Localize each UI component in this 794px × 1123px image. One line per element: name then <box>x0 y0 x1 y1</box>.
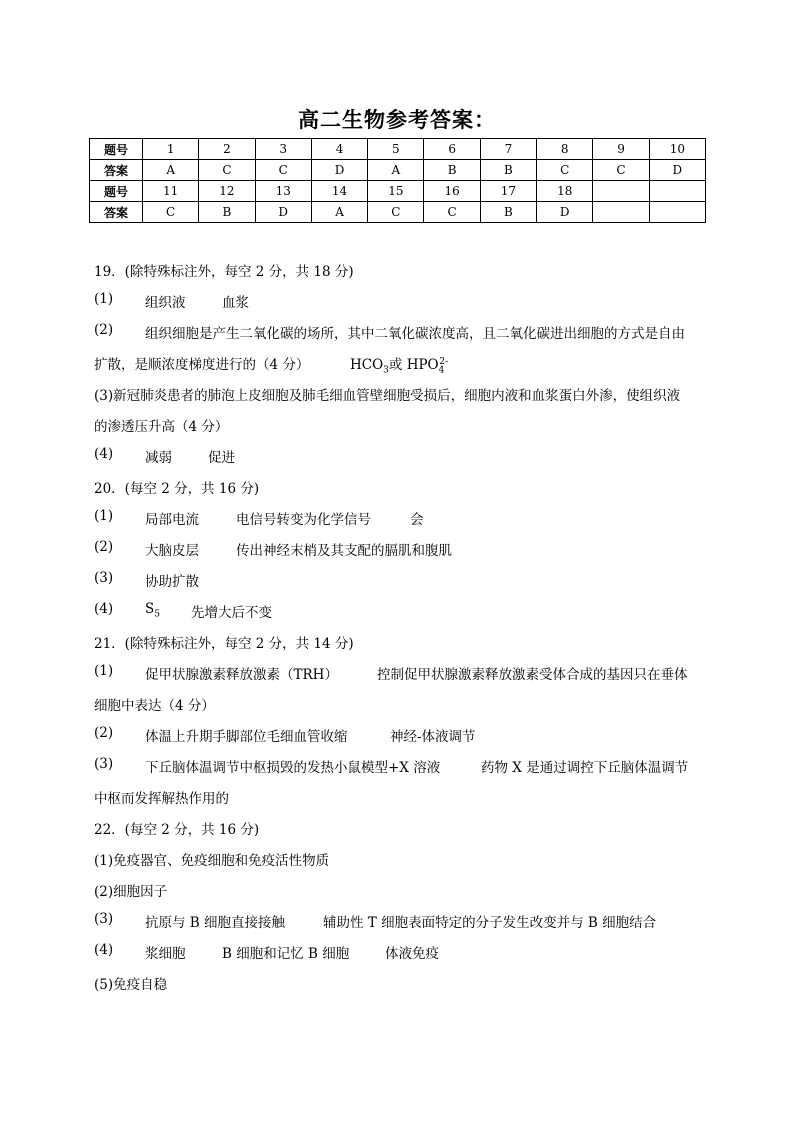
s-sub: 5 <box>154 609 160 620</box>
answer-table-cell <box>649 202 705 223</box>
answer-table-cell: A <box>368 160 424 181</box>
s-text: S <box>145 601 155 617</box>
q19-1-answer1: 组织液 <box>145 295 186 311</box>
q19-1-num: (1) <box>94 291 114 307</box>
q19-2-answer1-line1: 组织细胞是产生二氧化碳的场所，其中二氧化碳浓度高，且二氧化碳进出细胞的方式是自由 <box>145 326 685 342</box>
answer-table-row-label: 题号 <box>90 181 143 202</box>
answer-table-cell: 13 <box>255 181 311 202</box>
answer-table-row-label: 答案 <box>90 202 143 223</box>
answer-table-cell: D <box>649 160 705 181</box>
answer-table-cell: 18 <box>537 181 593 202</box>
q20-2-answer1: 大脑皮层 <box>145 543 199 559</box>
answer-table-row <box>90 181 706 202</box>
q22-4-num: (4) <box>94 942 114 958</box>
answer-table-cell: C <box>368 202 424 223</box>
hpo-sub: 4 <box>438 365 445 376</box>
q19-header: 19．(除特殊标注外，每空 2 分，共 18 分) <box>94 264 354 280</box>
answer-table-row <box>90 160 706 181</box>
q19-4-num: (4) <box>94 446 114 462</box>
answer-table-cell: B <box>424 160 480 181</box>
q20-2-num: (2) <box>94 539 114 555</box>
answer-table-cell: C <box>424 202 480 223</box>
answer-table-cell: B <box>480 160 536 181</box>
q19-2-answer1-line2: 扩散，是顺浓度梯度进行的（4 分） <box>94 357 310 373</box>
answer-table-cell: C <box>143 202 199 223</box>
answer-table-cell: B <box>480 202 536 223</box>
answer-table-cell <box>593 181 649 202</box>
q21-3-answer1: 下丘脑体温调节中枢损毁的发热小鼠模型+X 溶液 <box>145 760 441 776</box>
answer-table-cell: B <box>199 202 255 223</box>
answer-table-row <box>90 202 706 223</box>
answer-table-cell <box>649 181 705 202</box>
answer-table-row <box>90 139 706 160</box>
answer-table-cell: 11 <box>143 181 199 202</box>
q21-header: 21．(除特殊标注外，每空 2 分，共 14 分) <box>94 636 354 652</box>
answer-table-cell: 6 <box>424 139 480 160</box>
q19-part3-line2: 的渗透压升高（4 分） <box>94 419 229 435</box>
answer-table-cell: 3 <box>255 139 311 160</box>
q20-4-answer2: 先增大后不变 <box>191 605 272 621</box>
q21-1-num: (1) <box>94 663 114 679</box>
answer-table-cell: D <box>311 160 367 181</box>
q20-1-num: (1) <box>94 508 114 524</box>
q21-2-answer1: 体温上升期手脚部位毛细血管收缩 <box>145 729 348 745</box>
q21-1-answer2-line2: 细胞中表达（4 分） <box>94 698 215 714</box>
answer-table-cell: D <box>537 202 593 223</box>
q22-4-answer1: 浆细胞 <box>145 946 186 962</box>
answer-table-cell: C <box>537 160 593 181</box>
q22-3-answer2: 辅助性 T 细胞表面特定的分子发生改变并与 B 细胞结合 <box>323 915 657 931</box>
q21-3-answer2-line1: 药物 X 是通过调控下丘脑体温调节 <box>481 760 689 776</box>
q19-4-answer1: 减弱 <box>145 450 172 466</box>
q20-4-num: (4) <box>94 601 114 617</box>
answer-table-cell: 2 <box>199 139 255 160</box>
page-title: 高二生物参考答案： <box>298 107 496 132</box>
answer-table-cell: A <box>143 160 199 181</box>
answer-table-cell: 1 <box>143 139 199 160</box>
answer-table-cell <box>593 202 649 223</box>
q22-4-answer3: 体液免疫 <box>385 946 439 962</box>
hpo-sup: 2- <box>439 356 449 367</box>
answer-table-cell: 4 <box>311 139 367 160</box>
q21-2-num: (2) <box>94 725 114 741</box>
q20-3-answer1: 协助扩散 <box>145 574 199 590</box>
answer-table-row-label: 答案 <box>90 160 143 181</box>
answer-table-cell: 10 <box>649 139 705 160</box>
q19-1-answer2: 血浆 <box>222 295 249 311</box>
q20-header: 20．(每空 2 分，共 16 分) <box>94 481 260 497</box>
q19-2-num: (2) <box>94 322 114 338</box>
q22-part2: (2)细胞因子 <box>94 884 168 900</box>
q19-2-answer2 <box>350 353 448 376</box>
hpo-text: 或 HPO <box>388 357 439 373</box>
q20-4-answer1 <box>145 601 160 620</box>
answer-table-cell: 14 <box>311 181 367 202</box>
q19-part3-line1: (3)新冠肺炎患者的肺泡上皮细胞及肺毛细血管壁细胞受损后，细胞内液和血浆蛋白外渗，使组织液 <box>94 388 681 404</box>
answer-table-cell: 17 <box>480 181 536 202</box>
answer-table-cell: C <box>199 160 255 181</box>
q21-2-answer2: 神经-体液调节 <box>390 729 476 745</box>
q20-1-answer1: 局部电流 <box>145 512 199 528</box>
q22-part5: (5)免疫自稳 <box>94 977 168 993</box>
q22-3-num: (3) <box>94 911 114 927</box>
answer-table-row-label: 题号 <box>90 139 143 160</box>
q20-1-answer2: 电信号转变为化学信号 <box>236 512 371 528</box>
hco-sub: 3 <box>383 365 389 376</box>
answer-table-cell: D <box>255 202 311 223</box>
q21-3-answer2-line2: 中枢而发挥解热作用的 <box>94 791 229 807</box>
q21-1-answer1: 促甲状腺激素释放激素（TRH） <box>145 667 338 683</box>
q21-1-answer2-line1: 控制促甲状腺激素释放激素受体合成的基因只在垂体 <box>377 667 688 683</box>
answer-table-cell: 16 <box>424 181 480 202</box>
q22-3-answer1: 抗原与 B 细胞直接接触 <box>145 915 286 931</box>
answer-table-cell: 12 <box>199 181 255 202</box>
answer-table-cell: 7 <box>480 139 536 160</box>
q22-4-answer2: B 细胞和记忆 B 细胞 <box>222 946 350 962</box>
answer-table-cell: 5 <box>368 139 424 160</box>
q20-1-answer3: 会 <box>410 512 424 528</box>
q22-header: 22．(每空 2 分，共 16 分) <box>94 822 260 838</box>
q20-3-num: (3) <box>94 570 114 586</box>
answer-table-cell: 9 <box>593 139 649 160</box>
q21-3-num: (3) <box>94 756 114 772</box>
answer-table <box>89 138 706 223</box>
answer-table-cell: 15 <box>368 181 424 202</box>
hco-text: HCO <box>350 357 384 373</box>
answer-table-cell: C <box>255 160 311 181</box>
q20-2-answer2: 传出神经末梢及其支配的膈肌和腹肌 <box>236 543 452 559</box>
answer-table-cell: A <box>311 202 367 223</box>
answer-table-cell: C <box>593 160 649 181</box>
answer-table-cell: 8 <box>537 139 593 160</box>
q19-4-answer2: 促进 <box>208 450 235 466</box>
q22-part1: (1)免疫器官、免疫细胞和免疫活性物质 <box>94 853 330 869</box>
